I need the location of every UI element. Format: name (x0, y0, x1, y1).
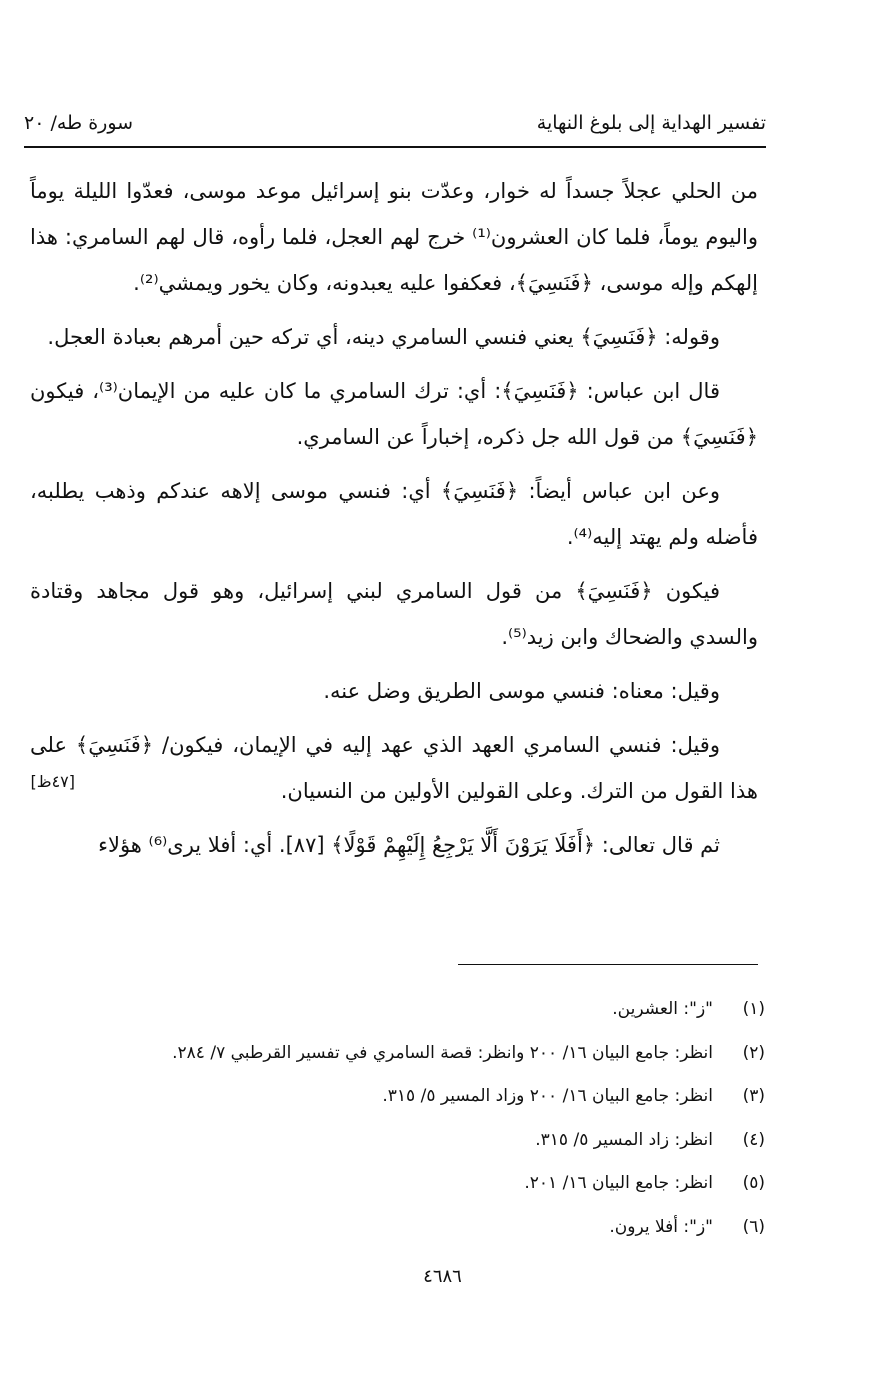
footnotes (105, 988, 765, 1249)
paragraph: وعن ابن عباس أيضاً: ﴿فَنَسِيَ﴾ أي: فنسي موسى إلاهه عندكم وذهب يطلبه، فأضله ولم يهتد إليه⁽⁴⁾. (30, 479, 758, 549)
paragraph: وقوله: ﴿فَنَسِيَ﴾ يعني فنسي السامري دينه، أي تركه حين أمرهم بعبادة العجل. (47, 325, 720, 349)
footnote-text: انظر: زاد المسير ٥/ ٣١٥. (535, 1129, 713, 1150)
footnote-text: انظر: جامع البيان ١٦/ ٢٠١. (524, 1173, 713, 1193)
paragraph: من الحلي عجلاً جسداً له خوار، وعدّت بنو إسرائيل موعد موسى، فعدّوا الليلة يوماً واليوم يوماً، فلما كان العشرون⁽¹⁾ خرج لهم العجل، فلما رأوه، قال لهم السامري: هذا إلهكم وإله موسى، ﴿فَنَسِيَ﴾، فعكفوا عليه يعبدونه، وكان يخور ويمشي⁽²⁾. (30, 179, 758, 295)
footnote-number: (١) (742, 999, 765, 1019)
running-header (24, 112, 766, 142)
footnote-number: (٢) (742, 1042, 765, 1063)
footnote-number: (٤) (742, 1129, 765, 1150)
footnote (105, 1206, 765, 1250)
footnote-number: (٦) (742, 1216, 765, 1237)
paragraph: وقيل: معناه: فنسي موسى الطريق وضل عنه. (323, 679, 720, 703)
paragraph: ثم قال تعالى: ﴿أَفَلَا يَرَوْنَ أَلَّا يَرْجِعُ إِلَيْهِمْ قَوْلًا﴾ [٨٧]. أي: أفلا يرى⁽⁶⁾ هؤلاء (98, 833, 720, 857)
footnote-text: "ز": العشرين. (612, 999, 713, 1019)
footnote-number: (٥) (742, 1173, 765, 1193)
manuscript-folio-marker: [٤٧ظ] (30, 772, 75, 791)
footnote (105, 1162, 765, 1206)
paragraph: وقيل: فنسي السامري العهد الذي عهد إليه في الإيمان، فيكون/ ﴿فَنَسِيَ﴾ على هذا القول من الترك. وعلى القولين الأولين من النسيان. (30, 733, 758, 803)
page-number: ٤٦٨٦ (423, 1266, 462, 1287)
footnote-text: انظر: جامع البيان ١٦/ ٢٠٠ وانظر: قصة السامري في تفسير القرطبي ٧/ ٢٨٤. (172, 1042, 713, 1063)
footnote-number: (٣) (742, 1086, 765, 1106)
paragraph: قال ابن عباس: ﴿فَنَسِيَ﴾: أي: ترك السامري ما كان عليه من الإيمان⁽³⁾، فيكون ﴿فَنَسِيَ﴾ من قول الله جل ذكره، إخباراً عن السامري. (30, 379, 758, 449)
header-divider (24, 146, 766, 148)
footnote (105, 1075, 765, 1119)
footnote-text: "ز": أفلا يرون. (609, 1216, 713, 1237)
surah-reference: سورة طه/ ٢٠ (24, 112, 134, 134)
footnote-divider (458, 964, 758, 965)
book-title: تفسير الهداية إلى بلوغ النهاية (536, 112, 766, 134)
main-text (30, 168, 758, 876)
footnote (105, 1119, 765, 1163)
footnote (105, 988, 765, 1032)
footnote (105, 1032, 765, 1076)
footnote-text: انظر: جامع البيان ١٦/ ٢٠٠ وزاد المسير ٥/ ٣١٥. (382, 1086, 713, 1106)
paragraph: فيكون ﴿فَنَسِيَ﴾ من قول السامري لبني إسرائيل، وهو قول مجاهد وقتادة والسدي والضحاك وابن زيد⁽⁵⁾. (30, 579, 758, 649)
